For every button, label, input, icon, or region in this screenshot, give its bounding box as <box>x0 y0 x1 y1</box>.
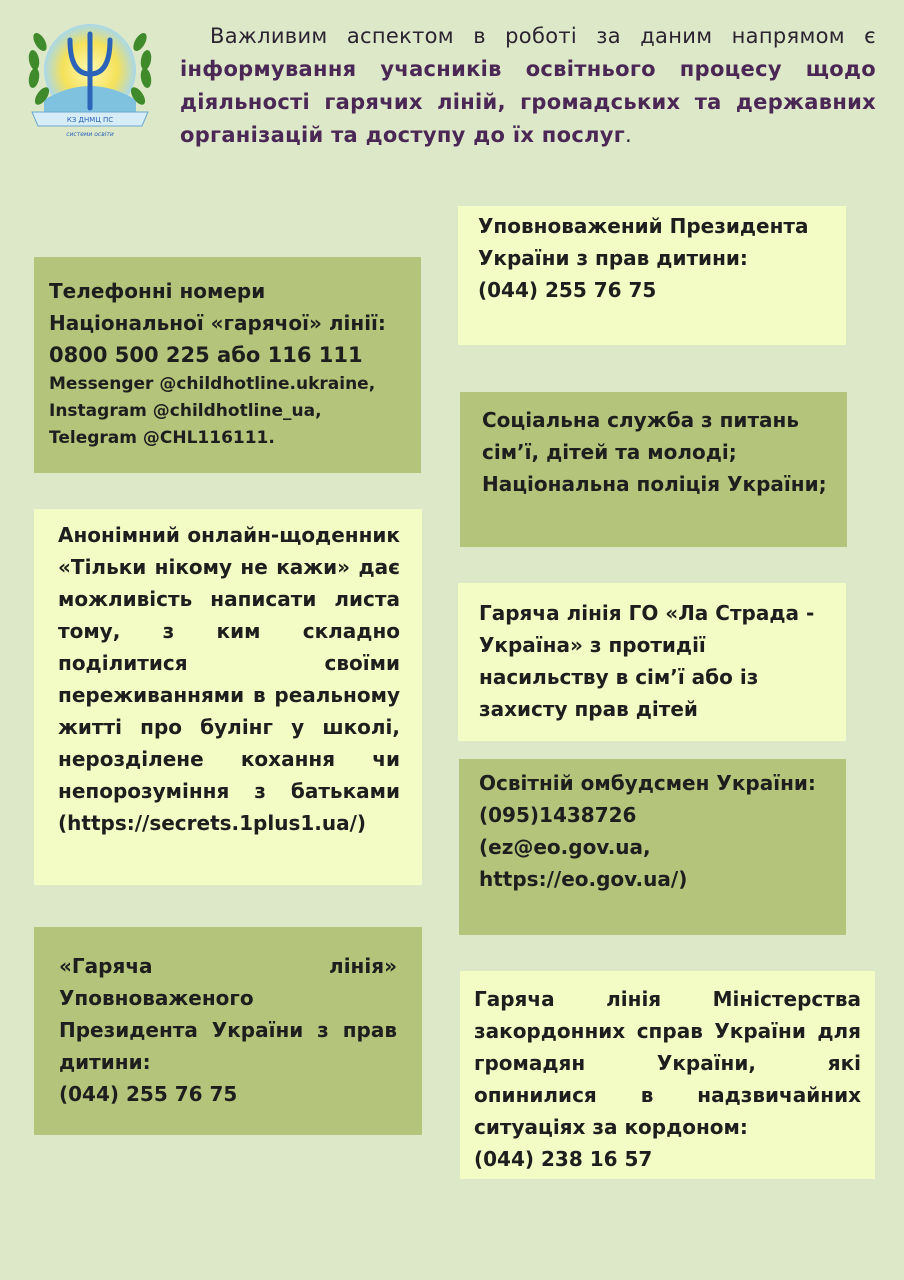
intro-text-regular: Важливим аспектом в роботі за даним напрямом є <box>210 24 876 48</box>
messenger-contact: Messenger @childhotline.ukraine, <box>49 374 376 394</box>
social-service-text: Соціальна служба з питань сім’ї, дітей та молоді; <box>482 408 800 464</box>
institution-logo <box>14 12 166 142</box>
telegram-contact: Telegram @CHL116111. <box>49 428 275 448</box>
education-ombudsman-card <box>459 759 846 935</box>
la-strada-text: Гаряча лінія ГО «Ла Страда - Україна» з протидії насильству в сім’ї або із захисту прав дітей <box>479 601 815 721</box>
anonymous-diary-card <box>34 509 422 885</box>
education-ombudsman-email[interactable]: (ez@eo.gov.ua, <box>479 835 651 859</box>
svg-text:системи освіти: системи освіти <box>66 131 114 138</box>
la-strada-card <box>458 583 846 741</box>
social-service-card <box>460 392 847 547</box>
national-hotline-phones: 0800 500 225 або 116 111 <box>49 343 363 367</box>
education-ombudsman-title: Освітній омбудсмен України: <box>479 771 816 795</box>
hotline-ombudsman-phone: (044) 255 76 75 <box>59 1082 238 1106</box>
ombudsman-children-phone: (044) 255 76 75 <box>478 278 657 302</box>
ombudsman-children-title: Уповноважений Президента України з прав дитини: <box>478 214 809 270</box>
anonymous-diary-text: Анонімний онлайн-щоденник «Тільки нікому не кажи» дає можливість написати листа тому, з ким складно поділитися своїми переживаннями в реальному житті про булінг у школі, нерозділене кохання чи непорозуміння з батьками <box>58 523 400 803</box>
instagram-contact: Instagram @childhotline_ua, <box>49 401 322 421</box>
intro-text-emphasis: інформування учасників освітнього процесу щодо діяльності гарячих ліній, громадських та державних організацій та доступу до їх послуг <box>180 57 876 147</box>
national-hotline-line2: Національної «гарячої» лінії: <box>49 311 386 335</box>
svg-text:КЗ ДНМЦ ПС: КЗ ДНМЦ ПС <box>66 116 114 124</box>
hotline-ombudsman-title: «Гаряча лінія» Уповноваженого Президента України з прав дитини: <box>59 954 397 1074</box>
intro-paragraph <box>180 20 876 152</box>
hotline-ombudsman-card <box>34 927 422 1135</box>
ombudsman-children-card <box>458 206 846 345</box>
anonymous-diary-link[interactable]: (https://secrets.1plus1.ua/) <box>58 811 367 835</box>
education-ombudsman-site[interactable]: https://eo.gov.ua/) <box>479 867 688 891</box>
intro-text-end: . <box>625 123 632 147</box>
mfa-hotline-card <box>460 971 875 1179</box>
mfa-hotline-phone: (044) 238 16 57 <box>474 1147 653 1171</box>
mfa-hotline-title: Гаряча лінія Міністерства закордонних справ України для громадян України, які опинилися в надзвичайних ситуаціях за кордоном: <box>474 987 861 1139</box>
education-ombudsman-phone: (095)1438726 <box>479 803 637 827</box>
national-hotline-line1: Телефонні номери <box>49 279 266 303</box>
national-police-text: Національна поліція України; <box>482 472 827 496</box>
national-hotline-card <box>34 257 421 473</box>
